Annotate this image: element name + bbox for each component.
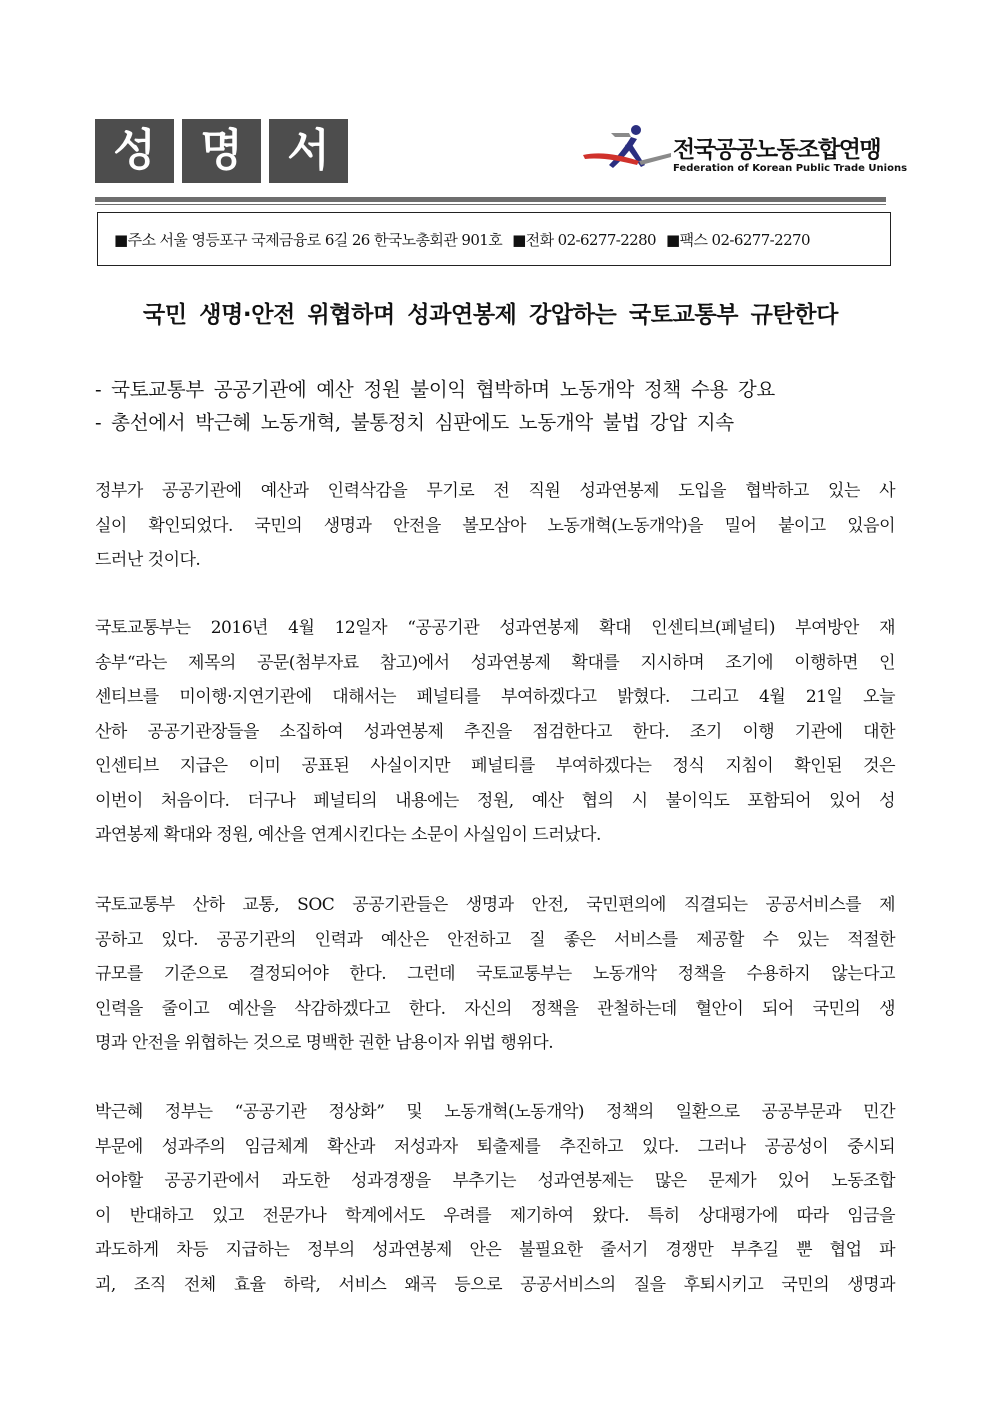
paragraph-line: 이번이 처음이다. 더구나 페널티의 내용에는 정원, 예산 협의 시 불이익도 포함되어 있어 성: [95, 790, 895, 811]
subheading: - 총선에서 박근혜 노동개혁, 불통정치 심판에도 노동개악 불법 강압 지속: [95, 411, 734, 434]
paragraph-line: 인센티브 지급은 이미 공표된 사실이지만 페널티를 부여하겠다는 정식 지침이 확인된 것은: [95, 756, 895, 776]
union-logo: [581, 121, 908, 183]
paragraph-line: 국토교통부는 2016년 4월 12일자 “공공기관 성과연봉제 확대 인센티브(페널티) 부여방안 재: [95, 618, 895, 638]
paragraph-line: 드러난 것이다.: [95, 550, 201, 570]
title-char-2: 명: [182, 119, 261, 183]
paragraph-line: 박근혜 정부는 “공공기관 정상화” 및 노동개혁(노동개악) 정책의 일환으로 공공부문과 민간: [95, 1102, 895, 1122]
paragraph-line: 송부“라는 제목의 공문(첨부자료 참고)에서 성과연봉제 확대를 지시하며 조기에 이행하면 인: [95, 652, 895, 673]
paragraph-line: 국토교통부 산하 교통, SOC 공공기관들은 생명과 안전, 국민편의에 직결되는 공공서비스를 제: [95, 895, 895, 915]
union-name-korean: 전국공공노동조합연맹: [673, 137, 881, 163]
body-paragraph-4: [95, 1095, 895, 1302]
body-paragraph-2: [95, 611, 895, 853]
subheading: - 국토교통부 공공기관에 예산 정원 불이익 협박하며 노동개악 정책 수용 강요: [95, 378, 775, 401]
paragraph-line: 어야할 공공기관에서 과도한 성과경쟁을 부추기는 성과연봉제는 많은 문제가 있어 노동조합: [95, 1171, 895, 1191]
paragraph-line: 산하 공공기관장들을 소집하여 성과연봉제 추진을 점검한다고 한다. 조기 이행 기관에 대한: [95, 721, 895, 742]
paragraph-line: 공하고 있다. 공공기관의 인력과 예산은 안전하고 질 좋은 서비스를 제공할 수 있는 적절한: [95, 929, 895, 950]
body-paragraph-3: [95, 888, 895, 1061]
header-rule-thin: [95, 204, 886, 205]
title-char-3: 서: [269, 119, 348, 183]
headline: 국민 생명·안전 위협하며 성과연봉제 강압하는 국토교통부 규탄한다: [143, 302, 838, 328]
title-char-1: 성: [95, 119, 174, 183]
union-emblem-icon: [581, 121, 673, 183]
contact-address: ■주소 서울 영등포구 국제금융로 6길 26 한국노총회관 901호: [114, 231, 503, 249]
paragraph-line: 과연봉제 확대와 정원, 예산을 연계시킨다는 소문이 사실임이 드러났다.: [95, 825, 601, 845]
paragraph-line: 규모를 기준으로 결정되어야 한다. 그런데 국토교통부는 노동개악 정책을 수용하지 않는다고: [95, 964, 895, 984]
paragraph-line: 이 반대하고 있고 전문가나 학계에서도 우려를 제기하여 왔다. 특히 상대평가에 따라 임금을: [95, 1205, 895, 1226]
paragraph-line: 센티브를 미이행·지연기관에 대해서는 페널티를 부여하겠다고 밝혔다. 그리고 4월 21일 오늘: [95, 687, 895, 707]
paragraph-line: 인력을 줄이고 예산을 삭감하겠다고 한다. 자신의 정책을 관철하는데 혈안이 되어 국민의 생: [95, 998, 895, 1019]
paragraph-line: 명과 안전을 위협하는 것으로 명백한 권한 남용이자 위법 행위다.: [95, 1033, 554, 1053]
union-name-english: Federation of Korean Public Trade Unions: [673, 163, 908, 174]
header-rule-thick: [95, 197, 886, 202]
paragraph-line: 실이 확인되었다. 국민의 생명과 안전을 볼모삼아 노동개혁(노동개악)을 밀어 붙이고 있음이: [95, 515, 895, 536]
contact-info-box: [97, 212, 891, 266]
paragraph-line: 정부가 공공기관에 예산과 인력삭감을 무기로 전 직원 성과연봉제 도입을 협박하고 있는 사: [95, 481, 895, 501]
paragraph-line: 부문에 성과주의 임금체계 확산과 저성과자 퇴출제를 추진하고 있다. 그러나 공공성이 중시되: [95, 1136, 895, 1157]
body-paragraph-1: [95, 474, 895, 578]
contact-fax: ■팩스 02-6277-2270: [666, 231, 810, 249]
contact-phone: ■전화 02-6277-2280: [512, 231, 657, 249]
paragraph-line: 과도하게 차등 지급하는 정부의 성과연봉제 안은 불필요한 줄서기 경쟁만 부추길 뿐 협업 파: [95, 1240, 895, 1260]
paragraph-line: 괴, 조직 전체 효율 하락, 서비스 왜곡 등으로 공공서비스의 질을 후퇴시키고 국민의 생명과: [95, 1274, 895, 1295]
